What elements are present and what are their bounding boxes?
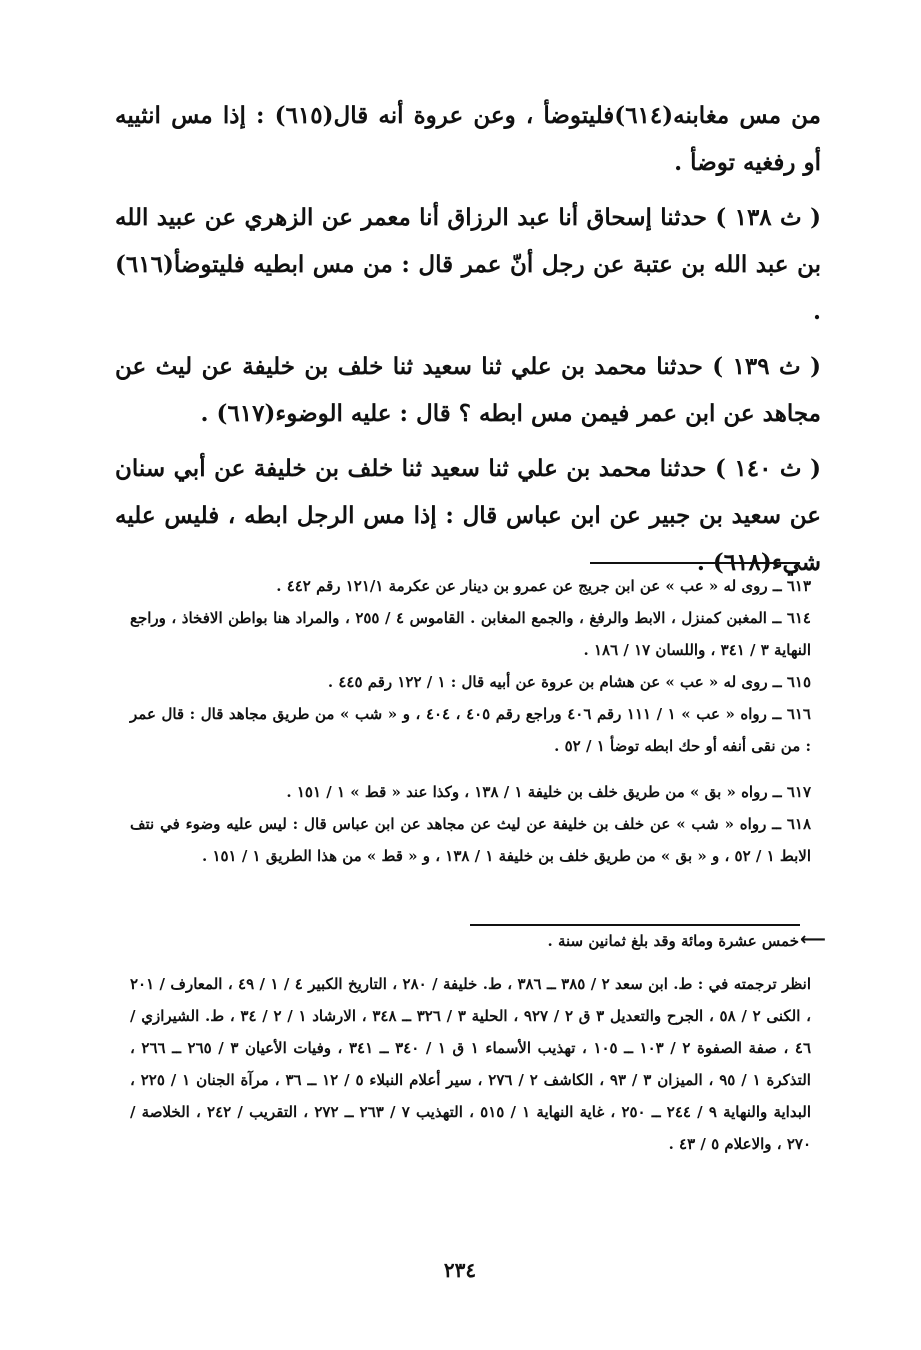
footnote: ٦١٧ ــ رواه « بق » من طريق خلف بن خليفة ١ / ١٣٨ ، وكذا عند « قط » ١ / ١٥١ .: [286, 783, 811, 801]
arrow-left-icon: ⟵: [800, 929, 826, 950]
main-paragraph: من مس مغابنه(٦١٤)فليتوضأ ، وعن عروة أنه قال(٦١٥) : إذا مس انثييه أو رفغيه توضأ .: [115, 102, 821, 176]
footnote: ٦١٤ ــ المغبن كمنزل ، الابط والرفغ ، والجمع المغابن . القاموس ٤ / ٢٥٥ ، والمراد هنا بواطن الافخاذ ، وراجع النهاية ٣ / ٣٤١ ، واللسان ١٧ / ١٨٦ .: [130, 609, 811, 659]
page-number: ٢٣٤: [443, 1258, 477, 1282]
biography-text: انظر ترجمته في : ط. ابن سعد ٢ / ٣٨٥ ــ ٣٨٦ ، ط. خليفة / ٢٨٠ ، التاريخ الكبير ٤ / ١ / ٤٩ ، المعارف / ٢٠١ ، الكنى ٢ / ٥٨ ، الجرح والتعديل ٣ ق ٢ / ٩٢٧ ، الحلية ٣ / ٣٢٦ ــ ٣٤٨ ، الارشاد ١ / ٢ / ٣٤ ، ط. الشيرازي / ٤٦ ، صفة الصفوة ٢ / ١٠٣ ــ ١٠٥ ، تهذيب الأسماء ١ ق ١ / ٣٤٠ ــ ٣٤١ ، وفيات الأعيان ٣ / ٢٦٥ ــ ٢٦٦ ، التذكرة ١ / ٩٥ ، الميزان ٣ / ٩٣ ، الكاشف ٢ / ٢٧٦ ، سير أعلام النبلاء ٥ / ١٢ ــ ٣٦ ، مرآة الجنان ١ / ٢٢٥ ، البداية والنهاية ٩ / ٢٤٤ ــ ٢٥٠ ، غاية النهاية ١ / ٥١٥ ، التهذيب ٧ / ٢٦٣ ــ ٢٧٢ ، التقريب / ٢٤٢ ، الخلاصة / ٢٧٠ ، والاعلام ٥ / ٤٣ .: [130, 975, 812, 1153]
footnote-divider: [590, 562, 800, 564]
footnote: ٦١٣ ــ روى له « عب » عن ابن جريج عن عمرو بن دينار عن عكرمة ١٢١/١ رقم ٤٤٢ .: [276, 577, 811, 595]
main-paragraph: ( ث ١٤٠ ) حدثنا محمد بن علي ثنا سعيد ثنا خلف بن خليفة عن أبي سنان عن سعيد بن جبير عن ابن عباس قال : إذا مس الرجل ابطه ، فليس عليه شيء(٦١٨) .: [115, 455, 821, 576]
footnote: ٦١٨ ــ رواه « شب » عن خلف بن خليفة عن ليث عن مجاهد عن ابن عباس قال : ليس عليه وضوء في نتف الابط ١ / ٥٢ ، و « بق » من طريق خلف بن خليفة ١ / ١٣٨ ، و « قط » من هذا الطريق ١ / ١٥١ .: [130, 815, 811, 865]
footnote: ٦١٦ ــ رواه « عب » ١ / ١١١ رقم ٤٠٦ وراجع رقم ٤٠٥ ، ٤٠٤ ، و « شب » من طريق مجاهد قال : قال عمر : من نقى أنفه أو حك ابطه توضأ ١ / ٥٢ .: [130, 705, 811, 755]
main-text: [115, 92, 821, 594]
main-paragraph: ( ث ١٣٩ ) حدثنا محمد بن علي ثنا سعيد ثنا خلف بن خليفة عن ليث عن مجاهد عن ابن عمر فيمن مس ابطه ؟ قال : عليه الوضوء(٦١٧) .: [115, 353, 821, 427]
footnotes: [130, 570, 811, 872]
biography-divider: [470, 924, 800, 926]
biography-continuation: خمس عشرة ومائة وقد بلغ ثمانين سنة .: [547, 932, 799, 950]
footnote: ٦١٥ ــ روى له « عب » عن هشام بن عروة عن أبيه قال : ١ / ١٢٢ رقم ٤٤٥ .: [327, 673, 811, 691]
biography-references: [130, 968, 811, 1160]
main-paragraph: ( ث ١٣٨ ) حدثنا إسحاق أنا عبد الرزاق أنا معمر عن الزهري عن عبيد الله بن عبد الله بن عتبة عن رجل أنّ عمر قال : من مس ابطيه فليتوضأ(٦١٦) .: [115, 204, 821, 325]
